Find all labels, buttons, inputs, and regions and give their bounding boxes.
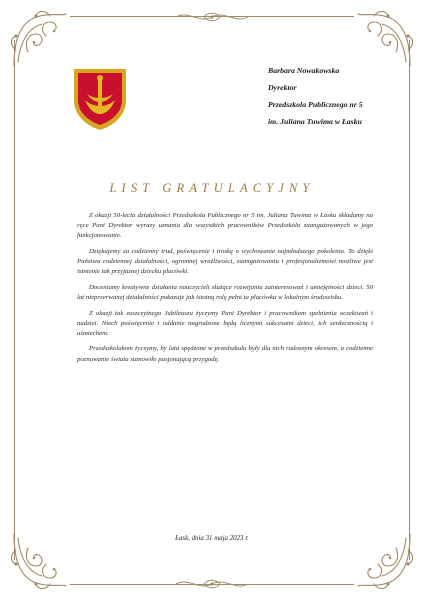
addressee-name: Barbara Nowakowska (268, 66, 340, 75)
corner-ornament-icon (6, 6, 70, 70)
body-paragraph: Dziękujemy za codzienny trud, poświęcenie i troskę o wychowanie najmłodszego pokolenia. To dzięki Państwa codziennej działalności, ogromnej wrażliwości, zaangażowaniu i profesjonalizmowi możliwe jest istnienie tak przyjaznej dziecku placówki. (77, 247, 373, 276)
body-paragraph: Doceniamy kreatywne działania nauczycieli służące rozwijaniu zainteresowań i umiejętności dzieci. 50 lat nieprzerwanej działalności pokazuje jak istotną rolę pełni ta placówka w lokalnym środowisku. (77, 283, 373, 302)
letter-body (77, 211, 373, 370)
body-paragraph: Z okazji tak zaszczytnego Jubileuszu życzymy Pani Dyrektor i pracownikom spełnienia oczekiwań i nadziei. Niech poświęcenie i oddanie nagrodzone będą licznymi sukcesami dzieci, ich serdecznością i uśmiechem. (77, 309, 373, 337)
letter-title: LIST GRATULACYJNY (109, 181, 315, 195)
addressee-block (268, 62, 418, 130)
frame-line-left (14, 40, 15, 560)
addressee-role: Dyrektor (268, 83, 297, 92)
top-flourish-icon (172, 8, 252, 26)
addressee-institution: Przedszkola Publicznego nr 5 (268, 100, 363, 109)
addressee-patron: im. Juliana Tuwima w Łasku (268, 117, 362, 126)
coat-of-arms-icon (71, 66, 129, 132)
body-paragraph: Z okazji 50-lecia działalności Przedszkola Publicznego nr 5 im. Juliana Tuwima w Łasku składamy na ręce Pani Dyrektor wyrazy uznania dla wszystkich pracowników Przedszkola zaangażowanych w jego funkcjonowanie. (77, 212, 373, 240)
corner-ornament-icon (354, 6, 418, 70)
bottom-flourish-icon (172, 575, 252, 593)
body-paragraph: Przedszkolakom życzymy, by lata spędzone w przedszkolu były dla nich radosnym okresem, a codzienne poznawanie świata stanowiło pasjonującą przygodę. (77, 345, 373, 363)
place-and-date: Łask, dnia 31 maja 2023 r. (175, 535, 249, 542)
